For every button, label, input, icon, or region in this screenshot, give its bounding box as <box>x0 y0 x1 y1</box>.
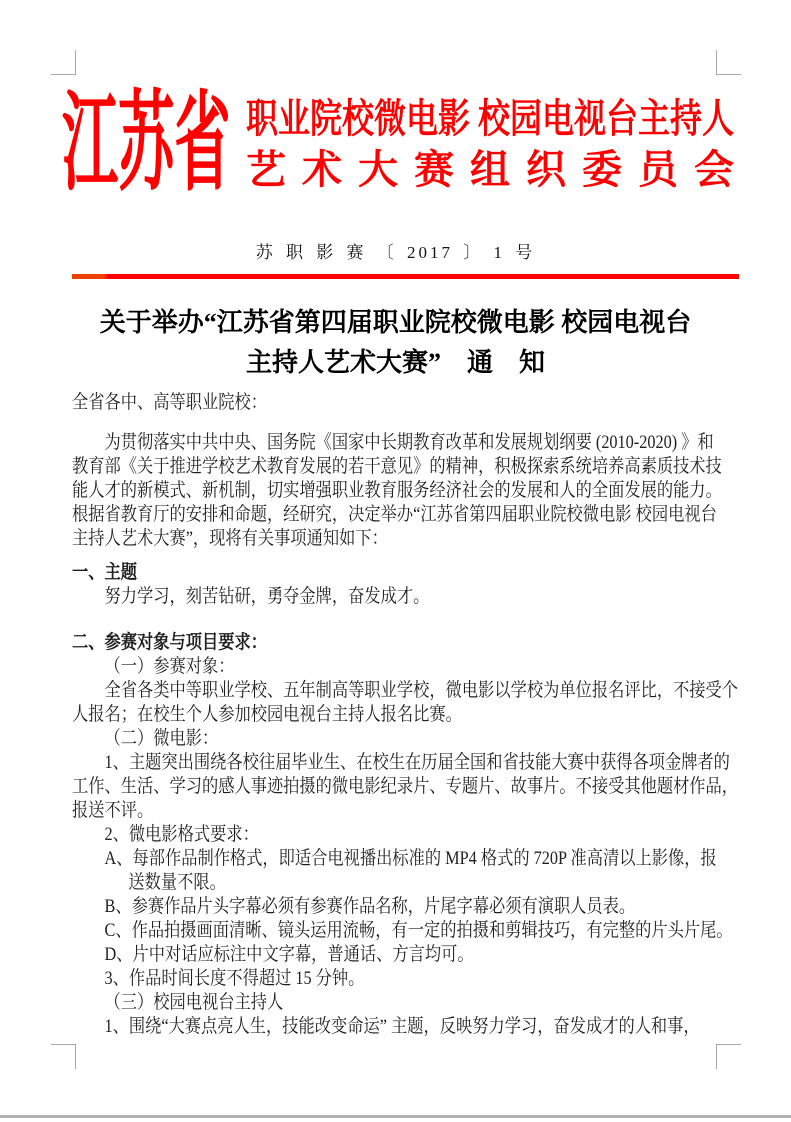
body-line: 全省各类中等职业学校、五年制高等职业学校，微电影以学校为单位报名评比，不接受个 <box>104 680 739 701</box>
letterhead-org-line1: 职业院校微电影 校园电视台主持人 <box>246 96 734 141</box>
body-line: （三）校园电视台主持人 <box>104 992 284 1013</box>
body-line: 努力学习，刻苦钻研，勇夺金牌，奋发成才。 <box>104 586 430 607</box>
body-line: 1、主题突出围绕各校往届毕业生、在校生在历届全国和省技能大赛中获得各项金牌者的 <box>104 752 730 773</box>
document-number: 苏 职 影 赛 〔 2017 〕 1 号 <box>255 243 536 262</box>
letterhead-org-lines <box>246 96 750 192</box>
letterhead-province-name: 江苏省 <box>62 85 231 204</box>
body-line: 工作、生活、学习的感人事迹拍摄的微电影纪录片、专题片、故事片。不接受其他题材作品， <box>72 776 739 797</box>
crop-mark-top-right <box>716 50 741 75</box>
body-line: 教育部《关于推进学校艺术教育发展的若干意见》的精神，积极探索系统培养高素质技术技 <box>72 456 722 477</box>
document-title <box>0 303 791 383</box>
body-line: 人报名；在校生个人参加校园电视台主持人报名比赛。 <box>72 704 462 725</box>
body-line: 二、参赛对象与项目要求： <box>72 632 267 653</box>
body-line: A、每部作品制作格式，即适合电视播出标准的 MP4 格式的 720P 准高清以上影像，报 <box>104 848 717 869</box>
document-title-line1: 关于举办“江苏省第四届职业院校微电影 校园电视台 <box>99 308 692 337</box>
body-line: 3、作品时间长度不得超过 15 分钟。 <box>104 968 365 989</box>
body-line: 能人才的新模式、新机制，切实增强职业教育服务经济社会的发展和人的全面发展的能力。 <box>72 480 722 501</box>
body-line: 主持人艺术大赛”，现将有关事项通知如下： <box>72 528 388 549</box>
body-line: 1、围绕“大赛点亮人生，技能改变命运” 主题，反映努力学习，奋发成才的人和事， <box>104 1016 700 1037</box>
red-separator-line <box>72 274 739 279</box>
body-line: 送数量不限。 <box>128 872 226 893</box>
body-line: 为贯彻落实中共中央、国务院《国家中长期教育改革和发展规划纲要 (2010-2020) 》和 <box>104 432 714 453</box>
body-line: B、参赛作品片头字幕必须有参赛作品名称，片尾字幕必须有演职人员表。 <box>104 896 636 917</box>
body-line: 一、主题 <box>72 562 137 583</box>
body-line: 全省各中、高等职业院校： <box>72 392 267 413</box>
body-line: 报送不评。 <box>72 800 154 821</box>
page-bottom-edge <box>0 1115 791 1118</box>
document-body <box>72 391 772 1039</box>
document-title-line2: 主持人艺术大赛” 通 知 <box>245 348 545 377</box>
crop-mark-bottom-right <box>716 1044 741 1069</box>
body-line: （一）参赛对象： <box>104 656 235 677</box>
body-line: C、作品拍摄画面清晰、镜头运用流畅，有一定的拍摄和剪辑技巧，有完整的片头片尾。 <box>104 920 733 941</box>
body-line: D、片中对话应标注中文字幕，普通话、方言均可。 <box>104 944 474 965</box>
crop-mark-top-left <box>51 50 76 75</box>
body-line: 根据省教育厅的安排和命题，经研究，决定举办“江苏省第四届职业院校微电影 校园电视台 <box>72 504 717 525</box>
body-line: （二）微电影： <box>104 728 219 749</box>
body-line: 2、微电影格式要求： <box>104 824 259 845</box>
crop-mark-bottom-left <box>51 1044 76 1069</box>
letterhead-org-line2: 艺术大赛组织委员会 <box>246 147 750 192</box>
